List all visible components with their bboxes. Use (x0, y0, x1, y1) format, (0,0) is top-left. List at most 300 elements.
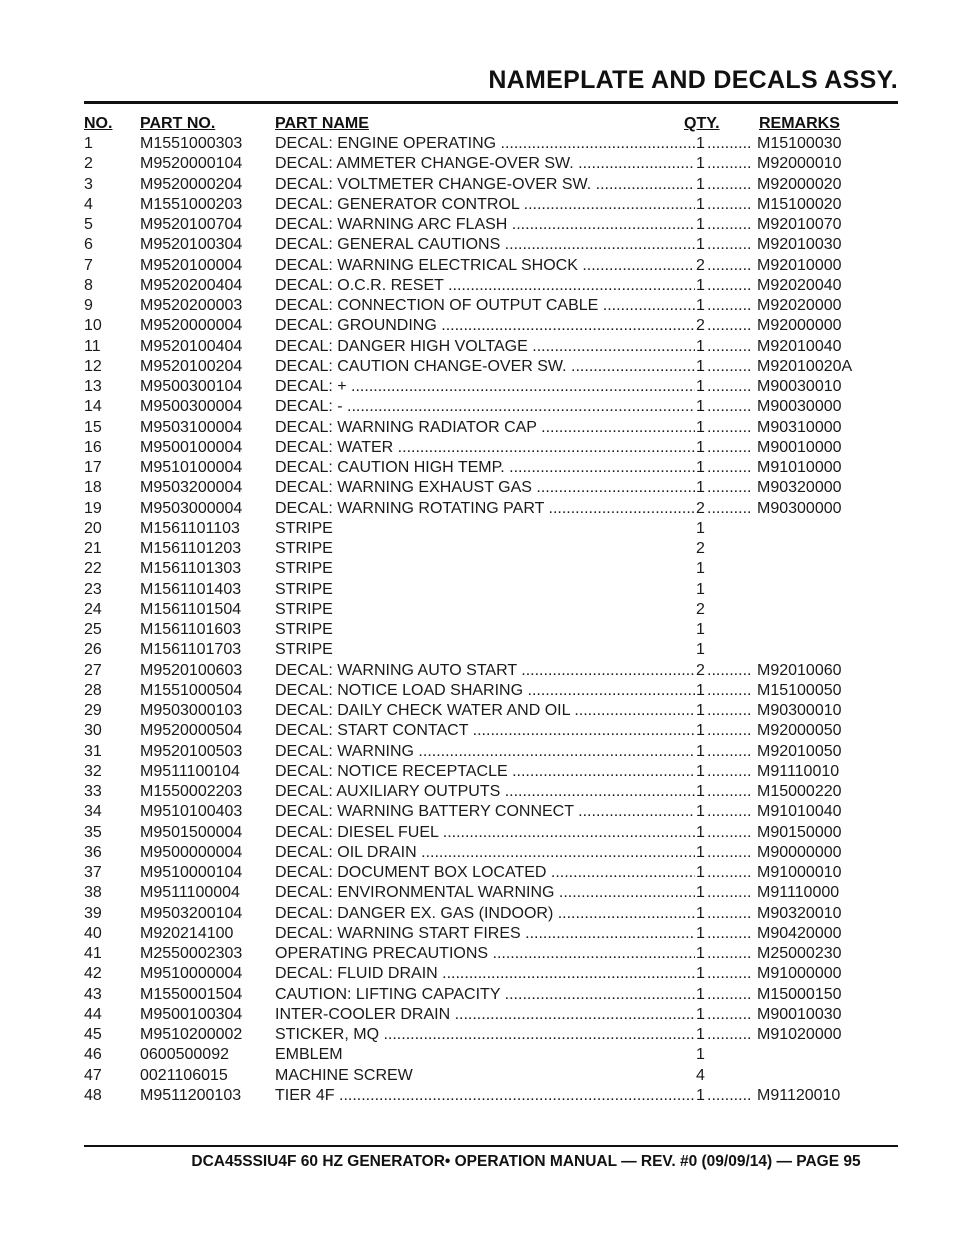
row-part-number: M9520100004 (140, 256, 243, 274)
row-quantity: 1 (696, 1005, 705, 1023)
row-part-name: DECAL: ENVIRONMENTAL WARNING ..... (275, 883, 695, 903)
row-leader-dots (707, 661, 752, 681)
row-part-number: M9503000004 (140, 499, 243, 517)
row-part-number: M920214100 (140, 924, 234, 942)
row-leader-dots (707, 762, 752, 782)
row-part-name: DECAL: CAUTION CHANGE-OVER SW. ..... (275, 357, 695, 377)
row-part-number: M1551000303 (140, 135, 243, 152)
row-leader-dots (707, 296, 752, 316)
row-remarks: M92020000 (757, 297, 842, 314)
row-remarks: M90010030 (757, 1005, 842, 1023)
row-number: 29 (84, 702, 102, 719)
row-part-name: DECAL: O.C.R. RESET ..... (275, 276, 695, 296)
table-row (84, 357, 898, 377)
row-number: 35 (84, 823, 102, 841)
row-remarks: M90030010 (757, 378, 842, 395)
row-quantity: 1 (696, 378, 705, 395)
row-number: 40 (84, 924, 102, 942)
row-quantity: 1 (696, 783, 705, 800)
row-number: 32 (84, 762, 102, 780)
row-part-name: EMBLEM (275, 1046, 343, 1064)
row-remarks: M91020000 (757, 1026, 842, 1043)
row-quantity: 2 (696, 661, 705, 679)
row-number: 30 (84, 722, 102, 740)
table-row (84, 985, 898, 1005)
row-part-name: STRIPE (275, 600, 333, 618)
row-number: 9 (84, 297, 93, 314)
row-leader-dots (707, 681, 752, 701)
table-row (84, 1066, 898, 1086)
row-quantity: 1 (696, 459, 705, 476)
table-row (84, 964, 898, 984)
row-quantity: 1 (696, 438, 705, 456)
header-qty: QTY. (684, 115, 720, 132)
row-number: 48 (84, 1086, 102, 1104)
row-number: 12 (84, 357, 102, 375)
row-number: 44 (84, 1005, 102, 1023)
row-leader-dots (707, 377, 752, 397)
row-leader-dots (707, 1025, 752, 1045)
row-part-name: STRIPE (275, 560, 333, 578)
table-row (84, 418, 898, 438)
row-leader-dots (707, 802, 752, 822)
row-leader-dots (707, 742, 752, 762)
row-part-number: M1561101703 (140, 641, 242, 659)
row-remarks: M15100030 (757, 135, 842, 152)
row-part-name: DECAL: WARNING AUTO START ..... (275, 661, 695, 681)
row-part-number: 0021106015 (140, 1066, 228, 1084)
row-part-name: DECAL: CONNECTION OF OUTPUT CABLE ..... (275, 296, 695, 316)
row-part-number: M1561101403 (140, 580, 242, 598)
parts-table (84, 134, 898, 1106)
row-leader-dots (707, 843, 752, 863)
row-leader-dots (707, 195, 752, 215)
page-footer: DCA45SSIU4F 60 HZ GENERATOR• OPERATION MANUAL — REV. #0 (09/09/14) — PAGE 95 (191, 1153, 861, 1170)
row-leader-dots (707, 154, 752, 174)
row-quantity: 1 (696, 519, 705, 537)
row-remarks: M15000220 (757, 783, 842, 800)
row-number: 7 (84, 256, 93, 274)
row-leader-dots (707, 499, 752, 519)
table-row (84, 640, 898, 660)
row-remarks: M90320010 (757, 904, 842, 922)
row-number: 24 (84, 600, 102, 618)
table-row (84, 134, 898, 154)
row-quantity: 1 (696, 985, 705, 1003)
row-remarks: M90420000 (757, 924, 842, 942)
title-divider (84, 101, 898, 104)
row-remarks: M25000230 (757, 945, 842, 962)
row-part-number: M9520000204 (140, 175, 243, 193)
row-quantity: 1 (696, 641, 705, 659)
row-part-name: DECAL: DIESEL FUEL ..... (275, 823, 695, 843)
table-row (84, 296, 898, 316)
row-remarks: M92010030 (757, 236, 842, 254)
row-leader-dots (707, 316, 752, 336)
table-row (84, 701, 898, 721)
row-remarks: M91010000 (757, 459, 842, 476)
row-number: 8 (84, 276, 93, 294)
row-part-number: M9510000004 (140, 965, 243, 983)
row-part-name: DECAL: GENERATOR CONTROL ..... (275, 195, 695, 215)
row-number: 26 (84, 641, 102, 659)
table-row (84, 924, 898, 944)
row-part-name: DECAL: CAUTION HIGH TEMP. ..... (275, 458, 695, 478)
row-quantity: 1 (696, 155, 705, 173)
row-leader-dots (707, 701, 752, 721)
row-remarks: M92010060 (757, 661, 842, 679)
row-leader-dots (707, 175, 752, 195)
row-leader-dots (707, 823, 752, 843)
table-row (84, 478, 898, 498)
row-leader-dots (707, 904, 752, 924)
table-row (84, 276, 898, 296)
row-part-number: M1561101103 (140, 519, 240, 537)
row-remarks: M90310000 (757, 418, 842, 436)
row-part-number: M9500100304 (140, 1005, 243, 1023)
row-leader-dots (707, 134, 752, 154)
row-part-name: DECAL: WARNING ARC FLASH ..... (275, 215, 695, 235)
row-quantity: 1 (696, 135, 705, 152)
row-quantity: 1 (696, 702, 705, 719)
row-quantity: 2 (696, 499, 705, 517)
row-remarks: M15100050 (757, 681, 842, 699)
table-row (84, 195, 898, 215)
table-row (84, 661, 898, 681)
row-quantity: 2 (696, 600, 705, 618)
row-remarks: M92000000 (757, 317, 842, 335)
row-part-name: DECAL: WARNING BATTERY CONNECT ..... (275, 802, 695, 822)
row-quantity: 1 (696, 843, 705, 861)
row-part-number: M1551000203 (140, 195, 243, 213)
row-quantity: 1 (696, 418, 705, 436)
row-number: 43 (84, 985, 102, 1003)
row-number: 46 (84, 1046, 102, 1064)
row-part-number: M9520100204 (140, 357, 243, 375)
row-part-name: STICKER, MQ ..... (275, 1025, 695, 1045)
row-part-name: CAUTION: LIFTING CAPACITY ..... (275, 985, 695, 1005)
row-part-name: DECAL: WARNING START FIRES ..... (275, 924, 695, 944)
row-quantity: 1 (696, 722, 705, 740)
row-part-number: M1551000504 (140, 681, 243, 699)
row-part-number: M9500300104 (140, 378, 243, 395)
row-remarks: M92000010 (757, 155, 842, 173)
row-number: 36 (84, 843, 102, 861)
row-remarks: M90300010 (757, 702, 842, 719)
row-part-name: DECAL: NOTICE RECEPTACLE ..... (275, 762, 695, 782)
row-quantity: 1 (696, 1046, 705, 1064)
row-remarks: M91120010 (757, 1086, 841, 1104)
row-remarks: M90030000 (757, 398, 842, 416)
row-part-name: STRIPE (275, 540, 333, 557)
table-row (84, 600, 898, 620)
row-quantity: 1 (696, 236, 705, 254)
row-part-name: OPERATING PRECAUTIONS ..... (275, 944, 695, 964)
row-remarks: M92020040 (757, 276, 842, 294)
row-quantity: 1 (696, 580, 705, 598)
table-row (84, 742, 898, 762)
row-number: 5 (84, 216, 93, 233)
table-row (84, 458, 898, 478)
row-part-number: M1550002203 (140, 783, 243, 800)
footer-divider (84, 1145, 898, 1147)
table-row (84, 1045, 898, 1065)
row-remarks: M91110010 (757, 762, 840, 780)
row-remarks: M92010020A (757, 357, 853, 375)
row-number: 18 (84, 479, 102, 497)
table-row (84, 316, 898, 336)
row-number: 21 (84, 540, 102, 557)
table-row (84, 499, 898, 519)
row-part-number: M9520100304 (140, 236, 243, 254)
row-remarks: M92010000 (757, 256, 842, 274)
row-number: 13 (84, 378, 102, 395)
table-row (84, 559, 898, 579)
row-part-name: DECAL: WARNING RADIATOR CAP ..... (275, 418, 695, 438)
row-part-number: M9503100004 (140, 418, 243, 436)
row-leader-dots (707, 863, 752, 883)
row-remarks: M90320000 (757, 479, 842, 497)
table-row (84, 215, 898, 235)
row-leader-dots (707, 478, 752, 498)
row-part-number: M9511100104 (140, 762, 240, 780)
row-number: 4 (84, 195, 93, 213)
row-part-number: M1561101303 (140, 560, 242, 578)
table-header (84, 115, 898, 134)
row-remarks: M90300000 (757, 499, 842, 517)
row-part-number: M9500300004 (140, 398, 243, 416)
row-part-number: M9520200003 (140, 297, 243, 314)
row-part-number: M9500000004 (140, 843, 243, 861)
table-row (84, 802, 898, 822)
row-number: 16 (84, 438, 102, 456)
row-part-name: DECAL: WARNING ROTATING PART ..... (275, 499, 695, 519)
row-part-number: M9510200002 (140, 1026, 243, 1043)
row-remarks: M90010000 (757, 438, 842, 456)
row-part-number: M9503000103 (140, 702, 243, 719)
row-number: 27 (84, 661, 102, 679)
row-number: 42 (84, 965, 102, 983)
row-number: 33 (84, 783, 102, 800)
row-part-number: M9520000004 (140, 317, 243, 335)
row-leader-dots (707, 458, 752, 478)
row-quantity: 1 (696, 945, 705, 962)
row-number: 14 (84, 398, 102, 416)
row-remarks: M90150000 (757, 823, 842, 841)
row-remarks: M15100020 (757, 195, 842, 213)
row-remarks: M92010040 (757, 337, 842, 355)
row-quantity: 1 (696, 337, 705, 355)
row-number: 11 (84, 337, 101, 355)
row-number: 6 (84, 236, 93, 254)
row-leader-dots (707, 883, 752, 903)
header-remarks: REMARKS (759, 115, 840, 132)
table-row (84, 681, 898, 701)
table-row (84, 721, 898, 741)
row-number: 39 (84, 904, 102, 922)
row-quantity: 1 (696, 175, 705, 193)
row-part-number: M9520000104 (140, 155, 243, 173)
row-quantity: 1 (696, 621, 705, 638)
row-part-name: DECAL: GROUNDING ..... (275, 316, 695, 336)
row-leader-dots (707, 337, 752, 357)
table-row (84, 256, 898, 276)
row-part-number: M1550001504 (140, 985, 243, 1003)
row-part-name: STRIPE (275, 519, 333, 537)
table-row (84, 863, 898, 883)
row-leader-dots (707, 721, 752, 741)
row-part-number: M1561101203 (140, 540, 242, 557)
page-title: NAMEPLATE AND DECALS ASSY. (488, 66, 898, 94)
row-number: 41 (84, 945, 102, 962)
row-part-number: M9520200404 (140, 276, 243, 294)
table-row (84, 397, 898, 417)
row-leader-dots (707, 357, 752, 377)
row-part-number: M9510100004 (140, 459, 243, 476)
table-row (84, 1025, 898, 1045)
row-quantity: 4 (696, 1066, 705, 1084)
table-row (84, 580, 898, 600)
row-quantity: 1 (696, 216, 705, 233)
table-row (84, 337, 898, 357)
row-part-name: DECAL: DOCUMENT BOX LOCATED ..... (275, 863, 695, 883)
row-remarks: M92000020 (757, 175, 842, 193)
row-leader-dots (707, 944, 752, 964)
row-quantity: 1 (696, 864, 705, 881)
row-leader-dots (707, 782, 752, 802)
table-row (84, 823, 898, 843)
row-remarks: M91110000 (757, 884, 840, 902)
row-quantity: 1 (696, 195, 705, 213)
row-quantity: 1 (696, 884, 705, 902)
table-row (84, 944, 898, 964)
row-part-name: STRIPE (275, 641, 333, 659)
row-part-number: M1561101603 (140, 621, 242, 638)
row-quantity: 1 (696, 803, 705, 821)
row-leader-dots (707, 418, 752, 438)
table-row (84, 154, 898, 174)
row-quantity: 2 (696, 317, 705, 335)
row-part-name: DECAL: DANGER EX. GAS (INDOOR) ..... (275, 904, 695, 924)
row-part-number: M9503200004 (140, 479, 243, 497)
row-number: 38 (84, 884, 102, 902)
row-quantity: 2 (696, 256, 705, 274)
row-quantity: 1 (696, 965, 705, 983)
row-part-name: DECAL: VOLTMETER CHANGE-OVER SW. ..... (275, 175, 695, 195)
row-part-number: M9510000104 (140, 864, 243, 881)
row-remarks: M90000000 (757, 843, 842, 861)
row-remarks: M91000000 (757, 965, 842, 983)
row-part-number: 0600500092 (140, 1046, 229, 1064)
row-quantity: 1 (696, 924, 705, 942)
table-row (84, 782, 898, 802)
row-leader-dots (707, 964, 752, 984)
table-row (84, 1005, 898, 1025)
row-part-number: M9500100004 (140, 438, 243, 456)
header-part-name: PART NAME (275, 115, 369, 132)
row-remarks: M15000150 (757, 985, 842, 1003)
row-part-name: DECAL: ENGINE OPERATING ..... (275, 134, 695, 154)
row-quantity: 1 (696, 479, 705, 497)
table-row (84, 883, 898, 903)
row-part-name: DECAL: DAILY CHECK WATER AND OIL ..... (275, 701, 695, 721)
row-quantity: 1 (696, 1086, 705, 1104)
row-number: 15 (84, 418, 102, 436)
row-remarks: M91010040 (757, 803, 842, 821)
row-part-name: DECAL: DANGER HIGH VOLTAGE ..... (275, 337, 695, 357)
row-part-name: DECAL: - ..... (275, 397, 695, 417)
row-part-number: M9520100603 (140, 661, 243, 679)
row-part-number: M9501500004 (140, 823, 243, 841)
row-leader-dots (707, 1005, 752, 1025)
row-number: 17 (84, 459, 102, 476)
row-part-name: DECAL: WARNING EXHAUST GAS ..... (275, 478, 695, 498)
row-part-number: M9520000504 (140, 722, 243, 740)
row-leader-dots (707, 924, 752, 944)
row-quantity: 1 (696, 1026, 705, 1043)
row-leader-dots (707, 215, 752, 235)
row-number: 22 (84, 560, 102, 578)
row-number: 1 (84, 135, 93, 152)
row-leader-dots (707, 1086, 752, 1106)
row-part-number: M2550002303 (140, 945, 243, 962)
table-row (84, 519, 898, 539)
row-number: 10 (84, 317, 102, 335)
row-part-number: M9510100403 (140, 803, 243, 821)
row-part-number: M9503200104 (140, 904, 243, 922)
row-quantity: 1 (696, 398, 705, 416)
row-part-number: M9511200103 (140, 1086, 242, 1104)
table-row (84, 539, 898, 559)
row-number: 47 (84, 1066, 102, 1084)
table-row (84, 762, 898, 782)
row-quantity: 1 (696, 681, 705, 699)
row-part-name: DECAL: WARNING ..... (275, 742, 695, 762)
row-number: 2 (84, 155, 93, 173)
row-part-name: DECAL: FLUID DRAIN ..... (275, 964, 695, 984)
row-leader-dots (707, 438, 752, 458)
row-number: 19 (84, 499, 102, 517)
row-leader-dots (707, 256, 752, 276)
row-quantity: 1 (696, 276, 705, 294)
row-part-name: STRIPE (275, 580, 333, 598)
row-part-name: STRIPE (275, 621, 333, 638)
table-row (84, 843, 898, 863)
row-part-name: DECAL: AMMETER CHANGE-OVER SW. ..... (275, 154, 695, 174)
table-row (84, 235, 898, 255)
row-quantity: 1 (696, 823, 705, 841)
row-quantity: 1 (696, 904, 705, 922)
row-part-name: DECAL: WATER ..... (275, 438, 695, 458)
row-part-name: TIER 4F ..... (275, 1086, 695, 1106)
row-part-name: MACHINE SCREW (275, 1066, 413, 1084)
row-part-number: M9520100704 (140, 216, 243, 233)
row-part-number: M1561101504 (140, 600, 242, 618)
row-part-name: DECAL: AUXILIARY OUTPUTS ..... (275, 782, 695, 802)
row-leader-dots (707, 397, 752, 417)
row-number: 25 (84, 621, 102, 638)
table-row (84, 1086, 898, 1106)
table-row (84, 620, 898, 640)
row-quantity: 1 (696, 560, 705, 578)
row-part-name: DECAL: START CONTACT ..... (275, 721, 695, 741)
row-part-number: M9511100004 (140, 884, 240, 902)
row-number: 45 (84, 1026, 102, 1043)
row-part-name: INTER-COOLER DRAIN ..... (275, 1005, 695, 1025)
row-remarks: M92010050 (757, 742, 842, 760)
row-part-number: M9520100503 (140, 742, 243, 760)
row-number: 37 (84, 864, 102, 881)
